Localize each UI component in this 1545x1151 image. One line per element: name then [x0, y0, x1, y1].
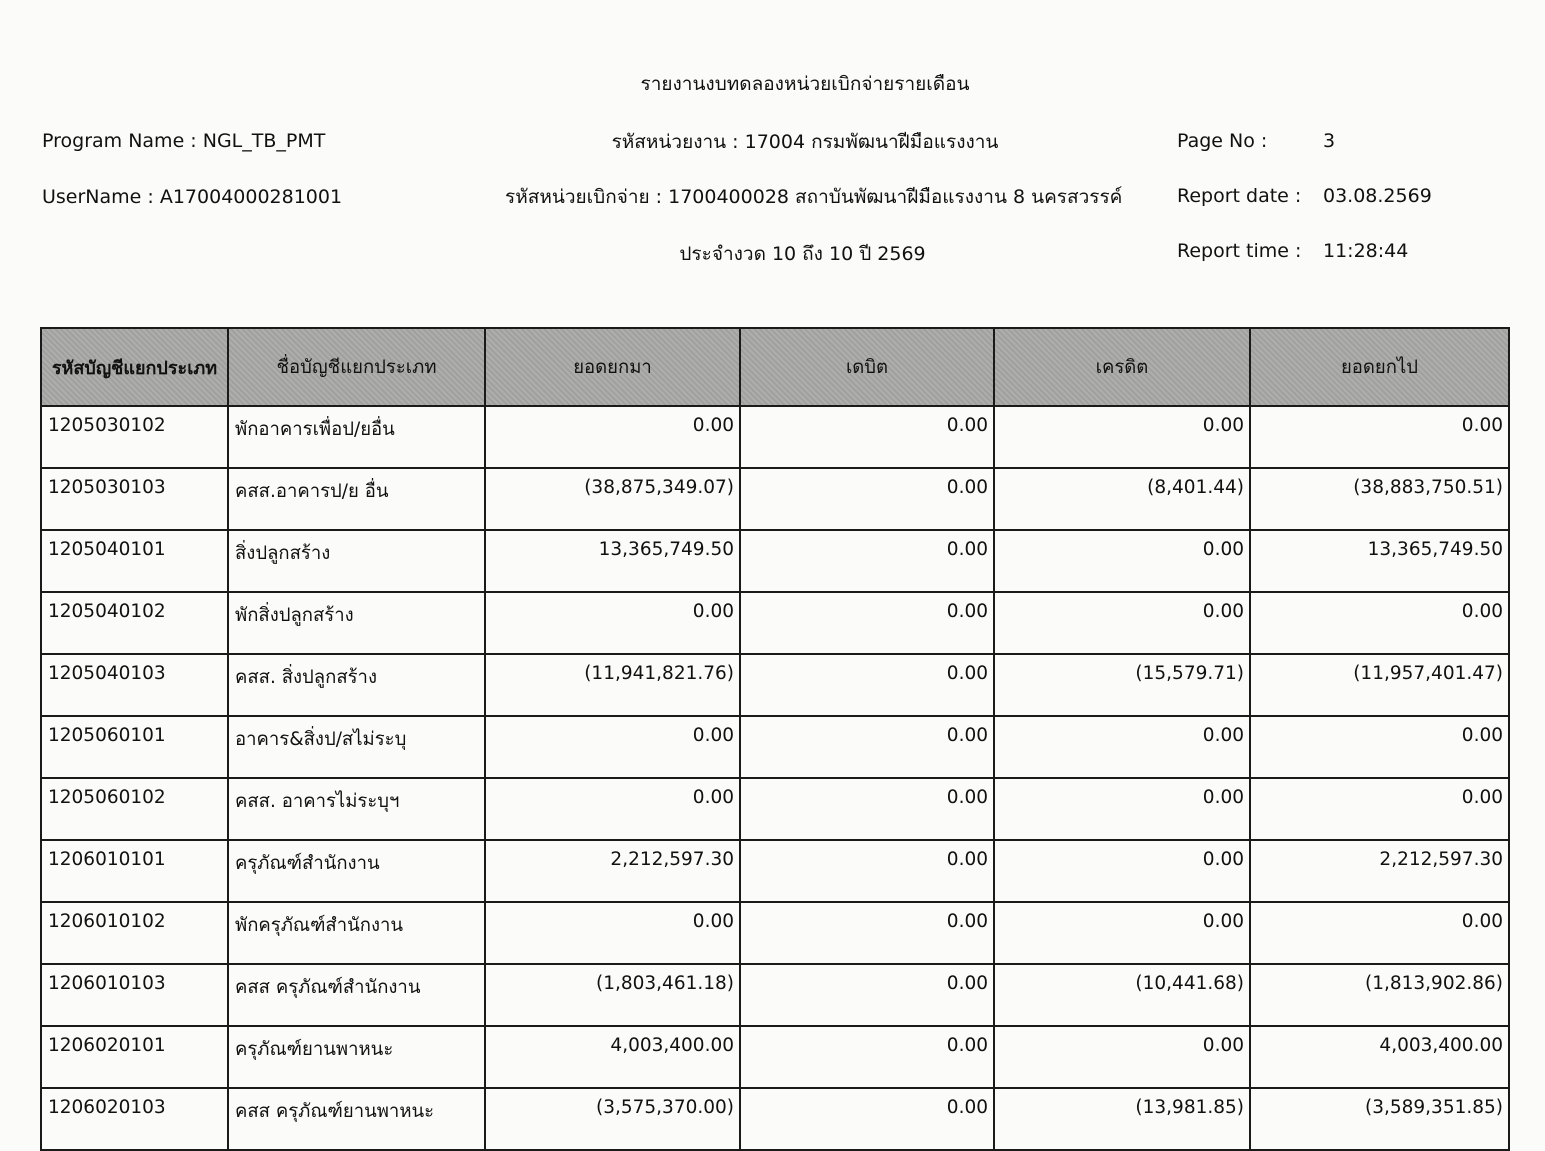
cell-debit: 0.00: [740, 530, 994, 592]
cell-closing-balance: 0.00: [1250, 902, 1509, 964]
table-row: [41, 406, 1509, 468]
cell-debit: 0.00: [740, 1026, 994, 1088]
cell-debit: 0.00: [740, 902, 994, 964]
table-row: [41, 716, 1509, 778]
cell-account-name: คสส ครุภัณฑ์สำนักงาน: [228, 964, 485, 1026]
cell-account-name: คสส. อาคารไม่ระบุฯ: [228, 778, 485, 840]
table-row: [41, 778, 1509, 840]
table-header-row: [41, 328, 1509, 406]
cell-credit: 0.00: [994, 778, 1250, 840]
cell-account-code: 1206020101: [41, 1026, 228, 1088]
cell-credit: 0.00: [994, 902, 1250, 964]
cell-debit: 0.00: [740, 406, 994, 468]
table-row: [41, 1088, 1509, 1150]
agency-code: รหัสหน่วยงาน : 17004 กรมพัฒนาฝีมือแรงงาน: [611, 131, 999, 153]
cell-closing-balance: 0.00: [1250, 406, 1509, 468]
cell-credit: (8,401.44): [994, 468, 1250, 530]
cell-closing-balance: 4,003,400.00: [1250, 1026, 1509, 1088]
cell-account-code: 1206020103: [41, 1088, 228, 1150]
header-account-code: รหัสบัญชีแยกประเภท: [41, 328, 228, 406]
user-name: UserName : A17004000281001: [42, 186, 343, 208]
report-time-value: 11:28:44: [1323, 240, 1409, 262]
cell-account-code: 1205060101: [41, 716, 228, 778]
cell-closing-balance: 2,212,597.30: [1250, 840, 1509, 902]
cell-credit: 0.00: [994, 840, 1250, 902]
cell-account-name: คสส ครุภัณฑ์ยานพาหนะ: [228, 1088, 485, 1150]
cell-closing-balance: (38,883,750.51): [1250, 468, 1509, 530]
cell-debit: 0.00: [740, 592, 994, 654]
cell-credit: (13,981.85): [994, 1088, 1250, 1150]
header-opening-balance: ยอดยกมา: [485, 328, 740, 406]
cell-credit: (15,579.71): [994, 654, 1250, 716]
cell-closing-balance: 13,365,749.50: [1250, 530, 1509, 592]
report-date-label: Report date :: [1177, 185, 1302, 207]
cell-account-name: พักสิ่งปลูกสร้าง: [228, 592, 485, 654]
table-row: [41, 1026, 1509, 1088]
header-closing-balance: ยอดยกไป: [1250, 328, 1509, 406]
cell-account-code: 1206010103: [41, 964, 228, 1026]
cell-account-code: 1205030103: [41, 468, 228, 530]
cell-account-name: ครุภัณฑ์สำนักงาน: [228, 840, 485, 902]
cell-credit: 0.00: [994, 716, 1250, 778]
cell-closing-balance: (11,957,401.47): [1250, 654, 1509, 716]
trial-balance-table: [40, 327, 1510, 1151]
header-credit: เครดิต: [994, 328, 1250, 406]
cell-closing-balance: (3,589,351.85): [1250, 1088, 1509, 1150]
program-name: Program Name : NGL_TB_PMT: [42, 130, 326, 152]
disbursement-unit: รหัสหน่วยเบิกจ่าย : 1700400028 สถาบันพัฒนาฝีมือแรงงาน 8 นครสวรรค์: [505, 186, 1123, 208]
cell-opening-balance: (3,575,370.00): [485, 1088, 740, 1150]
cell-account-code: 1205040101: [41, 530, 228, 592]
report-date-value: 03.08.2569: [1323, 185, 1432, 207]
cell-account-code: 1205040102: [41, 592, 228, 654]
cell-opening-balance: 0.00: [485, 778, 740, 840]
table-row: [41, 840, 1509, 902]
cell-account-name: สิ่งปลูกสร้าง: [228, 530, 485, 592]
cell-debit: 0.00: [740, 1088, 994, 1150]
cell-debit: 0.00: [740, 778, 994, 840]
cell-account-code: 1206010102: [41, 902, 228, 964]
header-debit: เดบิต: [740, 328, 994, 406]
table-row: [41, 530, 1509, 592]
page-no-value: 3: [1323, 130, 1336, 152]
cell-account-code: 1206010101: [41, 840, 228, 902]
cell-account-name: ครุภัณฑ์ยานพาหนะ: [228, 1026, 485, 1088]
cell-credit: 0.00: [994, 1026, 1250, 1088]
cell-account-name: พักครุภัณฑ์สำนักงาน: [228, 902, 485, 964]
cell-closing-balance: (1,813,902.86): [1250, 964, 1509, 1026]
cell-account-name: คสส.อาคารป/ย อื่น: [228, 468, 485, 530]
cell-opening-balance: (1,803,461.18): [485, 964, 740, 1026]
cell-opening-balance: 0.00: [485, 716, 740, 778]
cell-account-name: อาคาร&สิ่งป/สไม่ระบุ: [228, 716, 485, 778]
cell-opening-balance: 13,365,749.50: [485, 530, 740, 592]
cell-closing-balance: 0.00: [1250, 716, 1509, 778]
cell-opening-balance: 2,212,597.30: [485, 840, 740, 902]
cell-debit: 0.00: [740, 964, 994, 1026]
cell-credit: 0.00: [994, 530, 1250, 592]
report-time-label: Report time :: [1177, 240, 1302, 262]
cell-debit: 0.00: [740, 840, 994, 902]
cell-account-code: 1205030102: [41, 406, 228, 468]
cell-opening-balance: 4,003,400.00: [485, 1026, 740, 1088]
table-row: [41, 902, 1509, 964]
table-row: [41, 468, 1509, 530]
cell-debit: 0.00: [740, 654, 994, 716]
table-row: [41, 592, 1509, 654]
cell-account-code: 1205040103: [41, 654, 228, 716]
cell-opening-balance: 0.00: [485, 592, 740, 654]
cell-credit: 0.00: [994, 592, 1250, 654]
table-row: [41, 654, 1509, 716]
cell-opening-balance: 0.00: [485, 902, 740, 964]
header-account-name: ชื่อบัญชีแยกประเภท: [228, 328, 485, 406]
table-row: [41, 964, 1509, 1026]
report-title: รายงานงบทดลองหน่วยเบิกจ่ายรายเดือน: [640, 73, 970, 95]
cell-closing-balance: 0.00: [1250, 778, 1509, 840]
report-period: ประจำงวด 10 ถึง 10 ปี 2569: [679, 243, 926, 265]
page-no-label: Page No :: [1177, 130, 1268, 152]
cell-account-name: พักอาคารเพื่อป/ยอื่น: [228, 406, 485, 468]
cell-opening-balance: 0.00: [485, 406, 740, 468]
cell-opening-balance: (38,875,349.07): [485, 468, 740, 530]
cell-debit: 0.00: [740, 468, 994, 530]
cell-account-code: 1205060102: [41, 778, 228, 840]
cell-closing-balance: 0.00: [1250, 592, 1509, 654]
cell-opening-balance: (11,941,821.76): [485, 654, 740, 716]
cell-credit: (10,441.68): [994, 964, 1250, 1026]
cell-credit: 0.00: [994, 406, 1250, 468]
cell-account-name: คสส. สิ่งปลูกสร้าง: [228, 654, 485, 716]
cell-debit: 0.00: [740, 716, 994, 778]
